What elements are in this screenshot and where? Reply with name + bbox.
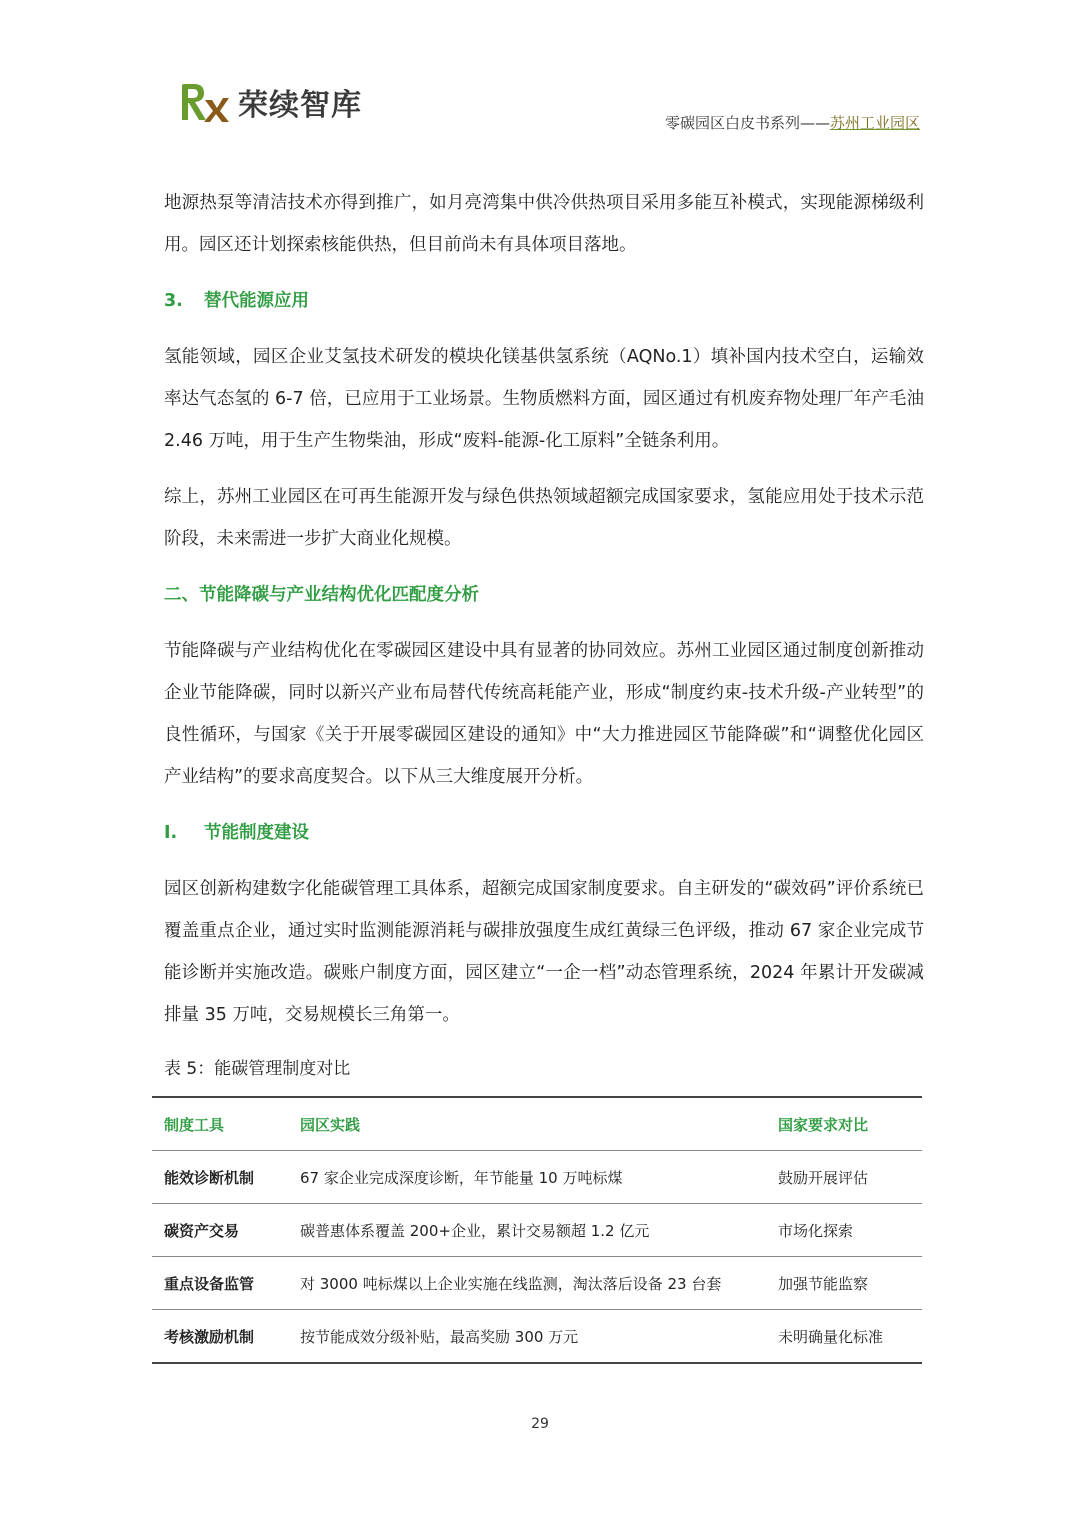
table-cell: 重点设备监管 (152, 1257, 288, 1310)
table-cell: 按节能成效分级补贴，最高奖励 300 万元 (288, 1310, 766, 1364)
heading-number: 3. (164, 291, 183, 311)
header-cell: 国家要求对比 (766, 1097, 922, 1151)
brand-name: 荣续智库 (238, 88, 362, 123)
table-cell: 67 家企业完成深度诊断，年节能量 10 万吨标煤 (288, 1151, 766, 1204)
subsection-heading (164, 280, 924, 322)
paragraph: 地源热泵等清洁技术亦得到推广，如月亮湾集中供冷供热项目采用多能互补模式，实现能源梯级利用。园区还计划探索核能供热，但目前尚未有具体项目落地。 (164, 193, 924, 255)
table-cell: 能效诊断机制 (152, 1151, 288, 1204)
table-cell: 碳普惠体系覆盖 200+企业，累计交易额超 1.2 亿元 (288, 1204, 766, 1257)
table-header-row (152, 1097, 922, 1151)
series-highlight: 苏州工业园区 (829, 114, 920, 132)
paragraph: 节能降碳与产业结构优化在零碳园区建设中具有显著的协同效应。苏州工业园区通过制度创新推动企业节能降碳，同时以新兴产业布局替代传统高耗能产业，形成“制度约束-技术升级-产业转型”的良性循环，与国家《关于开展零碳园区建设的通知》中“大力推进园区节能降碳”和“调整优化园区产业结构”的要求高度契合。以下从三大维度展开分析。 (164, 641, 924, 787)
table-cell: 碳资产交易 (152, 1204, 288, 1257)
table-cell: 加强节能监察 (766, 1257, 922, 1310)
paragraph: 园区创新构建数字化能碳管理工具体系，超额完成国家制度要求。自主研发的“碳效码”评价系统已覆盖重点企业，通过实时监测能源消耗与碳排放强度生成红黄绿三色评级，推动 67 家企业完成节能诊断并实施改造。碳账户制度方面，园区建立“一企一档”动态管理系统，2024 年累计开发碳减排量 35 万吨，交易规模长三角第一。 (164, 879, 924, 1025)
page-number: 29 (531, 1416, 549, 1432)
table-cell: 鼓励开展评估 (766, 1151, 922, 1204)
header-cell: 园区实践 (288, 1097, 766, 1151)
table-row (152, 1310, 922, 1364)
series-title (665, 112, 920, 133)
table-row (152, 1257, 922, 1310)
table-cell: 考核激励机制 (152, 1310, 288, 1364)
comparison-table (152, 1096, 922, 1364)
paragraph: 综上，苏州工业园区在可再生能源开发与绿色供热领域超额完成国家要求，氢能应用处于技术示范阶段，未来需进一步扩大商业化规模。 (164, 487, 924, 549)
heading-text: 替代能源应用 (204, 291, 309, 311)
series-prefix: 零碳园区白皮书系列—— (664, 114, 830, 132)
table-cell: 市场化探索 (766, 1204, 922, 1257)
heading-text: 节能制度建设 (204, 823, 309, 843)
table-cell: 未明确量化标准 (766, 1310, 922, 1364)
table-row (152, 1151, 922, 1204)
table-row (152, 1204, 922, 1257)
paragraph: 氢能领域，园区企业艾氢技术研发的模块化镁基供氢系统（AQNo.1）填补国内技术空白，运输效率达气态氢的 6-7 倍，已应用于工业场景。生物质燃料方面，园区通过有机废弃物处理厂年产毛油 2.46 万吨，用于生产生物柴油，形成“废料-能源-化工原料”全链条利用。 (164, 347, 924, 451)
table-cell: 对 3000 吨标煤以上企业实施在线监测，淘汰落后设备 23 台套 (288, 1257, 766, 1310)
main-content (164, 182, 924, 1090)
rx-logo-icon (178, 80, 232, 124)
subsection-heading (164, 812, 924, 854)
table-caption: 表 5：能碳管理制度对比 (164, 1059, 351, 1079)
header-cell: 制度工具 (152, 1097, 288, 1151)
brand-logo (178, 80, 362, 124)
section-heading: 二、节能降碳与产业结构优化匹配度分析 (164, 585, 479, 605)
heading-number: I. (164, 823, 178, 843)
